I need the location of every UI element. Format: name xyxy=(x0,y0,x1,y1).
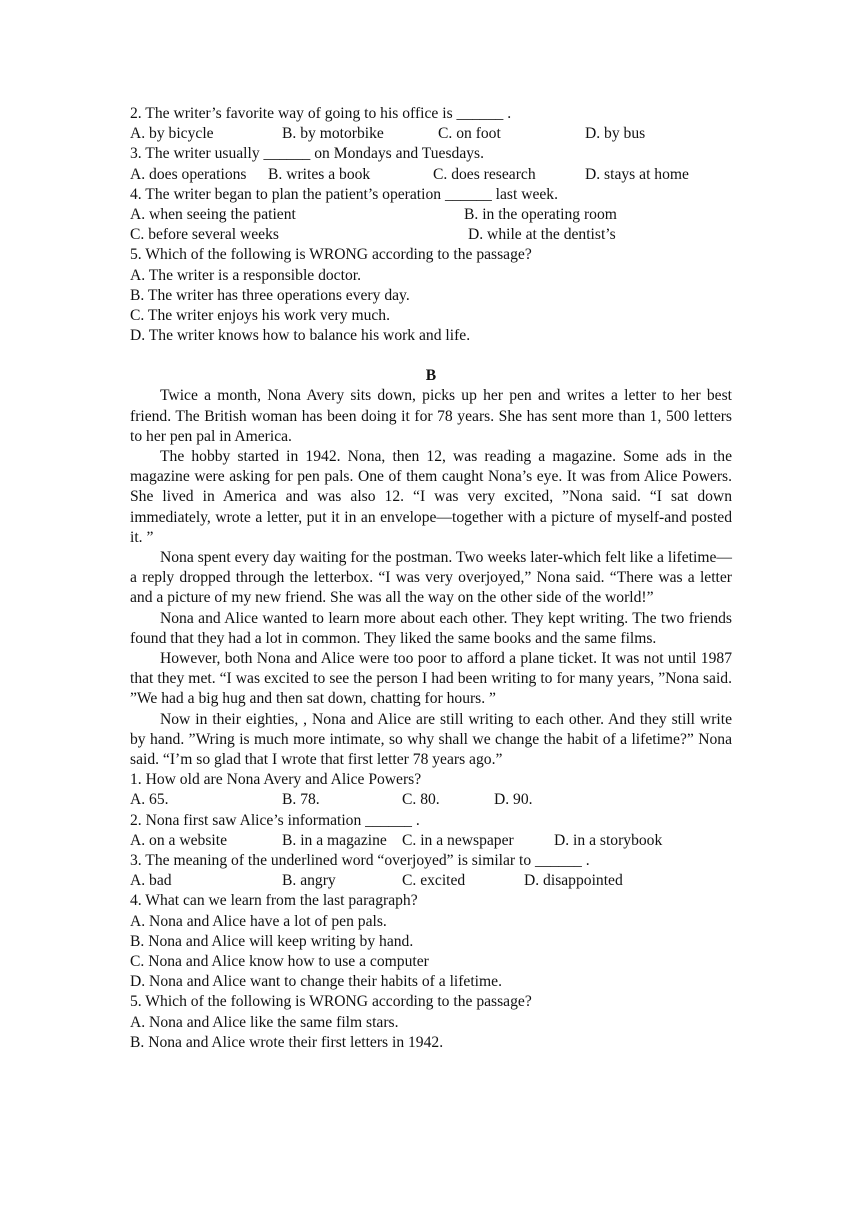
option: C. Nona and Alice know how to use a computer xyxy=(130,952,429,970)
question-stem: 4. The writer began to plan the patient’s operation ______ last week. xyxy=(130,185,558,203)
question-stem: 5. Which of the following is WRONG according to the passage? xyxy=(130,246,532,264)
options-row xyxy=(130,124,732,144)
passage-paragraph: The hobby started in 1942. Nona, then 12, was reading a magazine. Some ads in the magazine were asking for pen pals. One of them caught Nona’s eye. It was from Alice Powers. She lived in America and was also 12. “I was very excited, ”Nona said. “I sat down immediately, wrote a letter, put it in an envelope—together with a picture of myself-and posted it. ” xyxy=(130,448,732,546)
option: B. The writer has three operations every day. xyxy=(130,286,410,304)
option: D. stays at home xyxy=(585,165,689,183)
passage-paragraph: Twice a month, Nona Avery sits down, picks up her pen and writes a letter to her best friend. The British woman has been doing it for 78 years. She has sent more than 1, 500 letters to her pen pal in America. xyxy=(130,387,732,445)
question-stem: 2. The writer’s favorite way of going to his office is ______ . xyxy=(130,105,512,122)
question-stem: 3. The meaning of the underlined word “overjoyed” is similar to ______ . xyxy=(130,852,590,870)
option: A. does operations xyxy=(130,165,247,183)
option: A. Nona and Alice like the same film stars. xyxy=(130,1013,399,1031)
option: A. Nona and Alice have a lot of pen pals. xyxy=(130,912,387,930)
options-row xyxy=(130,225,732,245)
question-stem: 3. The writer usually ______ on Mondays and Tuesdays. xyxy=(130,145,485,163)
option: A. on a website xyxy=(130,831,228,849)
question-stem: 1. How old are Nona Avery and Alice Powers? xyxy=(130,771,422,789)
option: A. 65. xyxy=(130,791,169,809)
passage-paragraph: Now in their eighties, , Nona and Alice are still writing to each other. And they still write by hand. ”Wring is much more intimate, so why shall we change the habit of a lifetime?” Nona said. “I’m so glad that I wrote that first letter 78 years ago.” xyxy=(130,710,732,769)
option: A. by bicycle xyxy=(130,125,214,143)
options-row xyxy=(130,205,732,225)
option: B. by motorbike xyxy=(282,125,384,143)
option: D. disappointed xyxy=(524,872,623,890)
question-stem: 4. What can we learn from the last paragraph? xyxy=(130,892,418,910)
option: C. on foot xyxy=(438,125,501,143)
options-row xyxy=(130,790,732,810)
option: C. The writer enjoys his work very much. xyxy=(130,306,390,324)
document-page xyxy=(130,104,732,1053)
question-stem: 2. Nona first saw Alice’s information ______ . xyxy=(130,811,420,829)
option: C. 80. xyxy=(402,791,440,809)
options-row xyxy=(130,165,732,185)
option: D. by bus xyxy=(585,125,646,143)
options-row xyxy=(130,831,732,851)
option: C. before several weeks xyxy=(130,226,279,244)
option: D. Nona and Alice want to change their habits of a lifetime. xyxy=(130,973,502,991)
option: D. in a storybook xyxy=(554,831,663,849)
question-stem: 5. Which of the following is WRONG according to the passage? xyxy=(130,993,532,1011)
option: C. excited xyxy=(402,872,466,890)
option: D. The writer knows how to balance his work and life. xyxy=(130,327,471,345)
option: B. angry xyxy=(282,872,336,890)
option: B. in the operating room xyxy=(464,205,617,223)
option: D. while at the dentist’s xyxy=(468,226,616,244)
option: B. Nona and Alice will keep writing by hand. xyxy=(130,932,414,950)
option: A. The writer is a responsible doctor. xyxy=(130,266,361,284)
option: B. writes a book xyxy=(268,165,371,183)
passage-paragraph: However, both Nona and Alice were too poor to afford a plane ticket. It was not until 1987 that they met. “I was excited to see the person I had been writing to for many years, ”Nona said. ”We had a big hug and then sat down, chatting for hours. ” xyxy=(130,650,732,708)
section-heading: B xyxy=(425,367,437,385)
passage-paragraph: Nona and Alice wanted to learn more about each other. They kept writing. The two friends found that they had a lot in common. They liked the same books and the same films. xyxy=(130,609,732,647)
options-row xyxy=(130,871,732,891)
option: B. 78. xyxy=(282,791,320,809)
option: B. Nona and Alice wrote their first letters in 1942. xyxy=(130,1033,444,1051)
option: D. 90. xyxy=(494,791,533,809)
option: B. in a magazine xyxy=(282,831,387,849)
option: A. when seeing the patient xyxy=(130,205,296,223)
option: A. bad xyxy=(130,872,172,890)
option: C. does research xyxy=(433,165,536,183)
passage-paragraph: Nona spent every day waiting for the postman. Two weeks later-which felt like a lifetime—a reply dropped through the letterbox. “I was very overjoyed,” Nona said. “There was a letter and a picture of my new friend. She was all the way on the other side of the world!” xyxy=(130,549,732,607)
option: C. in a newspaper xyxy=(402,831,514,849)
